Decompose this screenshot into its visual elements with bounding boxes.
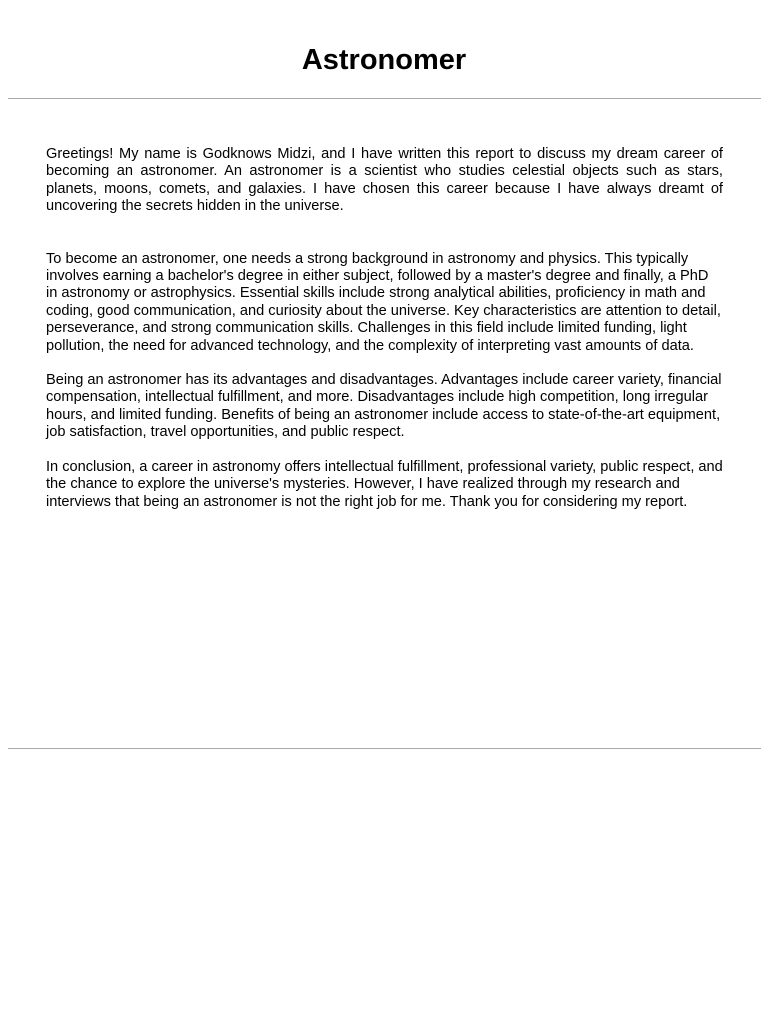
paragraph-requirements: To become an astronomer, one needs a strong background in astronomy and physics. This typically involves earning a bachelor's degree in either subject, followed by a master's degree and finally, a PhD in astronomy or astrophysics. Essential skills include strong analytical abilities, proficiency in math and coding, good communication, and curiosity about the universe. Key characteristics are attention to detail, perseverance, and strong communication skills. Challenges in this field include limited funding, light pollution, the need for advanced technology, and the complexity of interpreting vast amounts of data.	[46, 250, 721, 354]
paragraph-pros-cons: Being an astronomer has its advantages and disadvantages. Advantages include career variety, financial compensation, intellectual fulfillment, and more. Disadvantages include high competition, long irregular hours, and limited funding. Benefits of being an astronomer include access to state-of-the-art equipment, job satisfaction, travel opportunities, and public respect.	[46, 372, 722, 441]
bottom-divider	[8, 748, 761, 749]
paragraph-introduction: Greetings! My name is Godknows Midzi, and I have written this report to discuss my dream career of becoming an astronomer. An astronomer is a scientist who studies celestial objects such as stars, planets, moons, comets, and galaxies. I have chosen this career because I have always dreamt of uncovering the secrets hidden in the universe.	[46, 146, 723, 215]
top-divider	[8, 98, 761, 99]
page-title: Astronomer	[301, 44, 467, 76]
report-body	[46, 146, 723, 511]
paragraph-conclusion: In conclusion, a career in astronomy offers intellectual fulfillment, professional variety, public respect, and the chance to explore the universe's mysteries. However, I have realized through my research and interviews that being an astronomer is not the right job for me. Thank you for considering my report.	[46, 458, 723, 510]
